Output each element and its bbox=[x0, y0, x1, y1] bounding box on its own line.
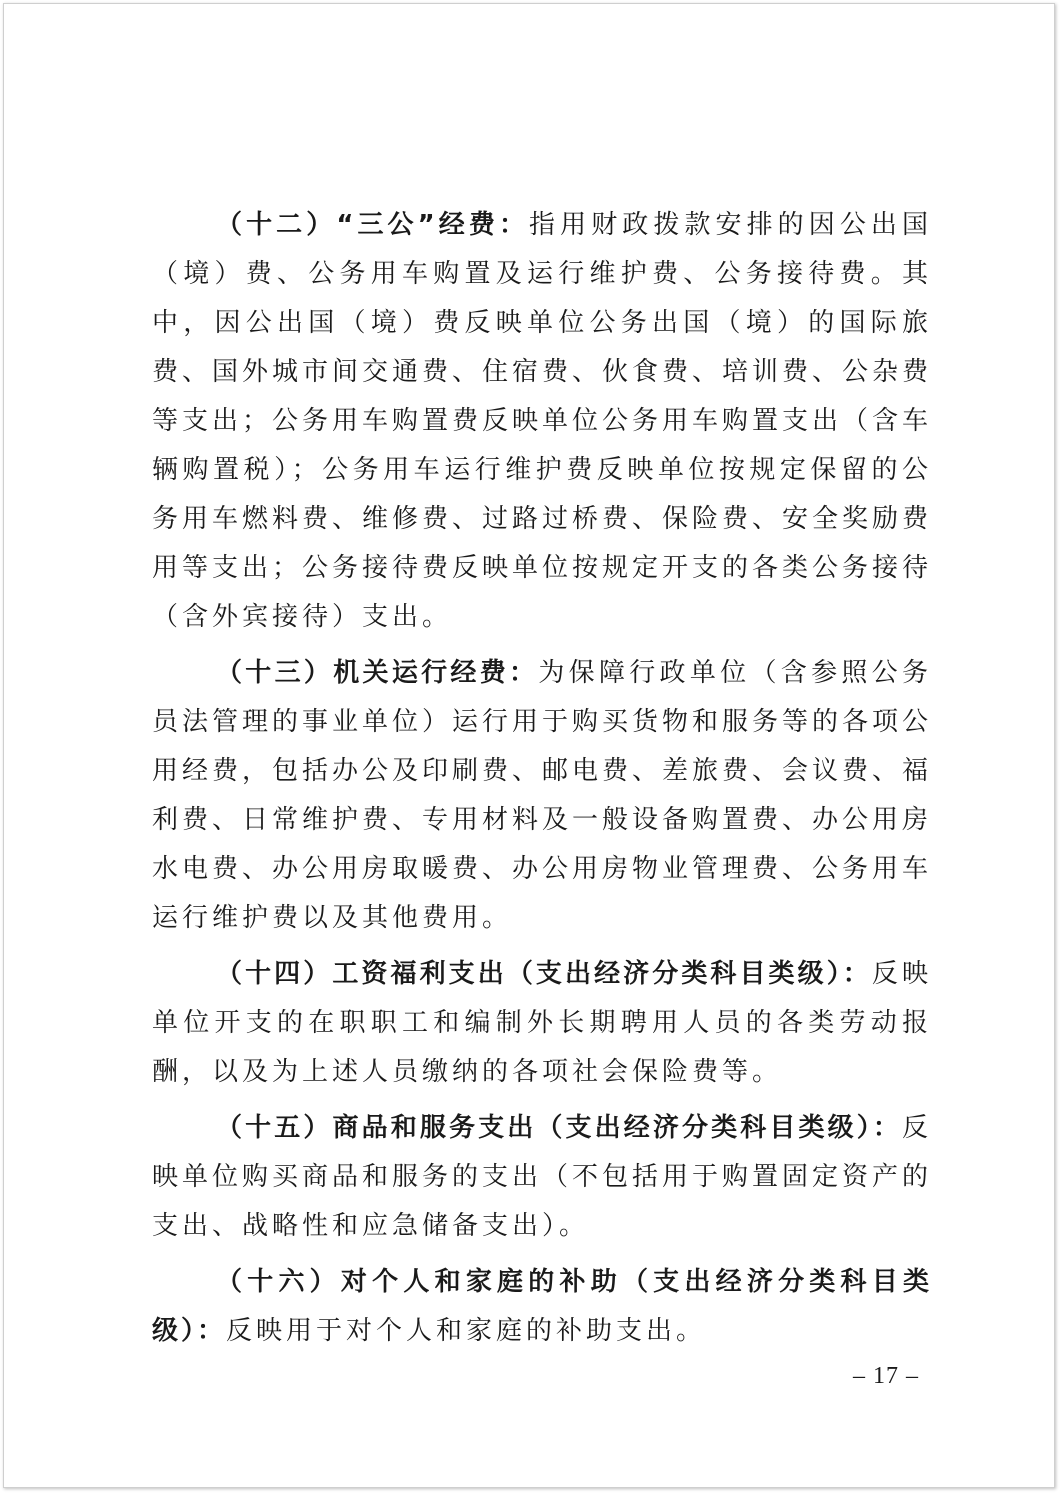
document-body bbox=[152, 201, 932, 1363]
paragraph-text: 为保障行政单位（含参照公务员法管理的事业单位）运行用于购买货物和服务等的各项公用经费，包括办公及印刷费、邮电费、差旅费、会议费、福利费、日常维护费、专用材料及一般设备购置费、办公用房水电费、办公用房取暖费、办公用房物业管理费、公务用车运行维护费以及其他费用。 bbox=[152, 658, 933, 933]
paragraph-heading: （十三）机关运行经费： bbox=[216, 658, 539, 688]
paragraph-heading: （十二）“三公”经费： bbox=[216, 210, 530, 240]
paragraph-wage-welfare-expense bbox=[152, 950, 932, 1097]
page-number: – 17 – bbox=[853, 1363, 919, 1389]
document-page bbox=[3, 3, 1055, 1488]
paragraph-heading: （十六）对个人和家庭的补助（支出经济分类科目类级）： bbox=[152, 1267, 932, 1346]
paragraph-household-subsidy bbox=[152, 1258, 932, 1356]
paragraph-sangong-expense bbox=[152, 201, 932, 642]
paragraph-heading: （十四）工资福利支出（支出经济分类科目类级）： bbox=[216, 959, 872, 989]
paragraph-agency-operating-expense bbox=[152, 649, 932, 943]
paragraph-heading: （十五）商品和服务支出（支出经济分类科目类级）： bbox=[216, 1113, 902, 1143]
paragraph-goods-services-expense bbox=[152, 1104, 932, 1251]
paragraph-text: 指用财政拨款安排的因公出国（境）费、公务用车购置及运行维护费、公务接待费。其中，因公出国（境）费反映单位公务出国（境）的国际旅费、国外城市间交通费、住宿费、伙食费、培训费、公杂费等支出；公务用车购置费反映单位公务用车购置支出（含车辆购置税）；公务用车运行维护费反映单位按规定保留的公务用车燃料费、维修费、过路过桥费、保险费、安全奖励费用等支出；公务接待费反映单位按规定开支的各类公务接待（含外宾接待）支出。 bbox=[152, 210, 933, 632]
paragraph-text: 反映单位购买商品和服务的支出（不包括用于购置固定资产的支出、战略性和应急储备支出）。 bbox=[152, 1113, 933, 1241]
paragraph-text: 反映用于对个人和家庭的补助支出。 bbox=[226, 1316, 707, 1346]
paragraph-text: 反映单位开支的在职职工和编制外长期聘用人员的各类劳动报酬，以及为上述人员缴纳的各项社会保险费等。 bbox=[152, 959, 932, 1087]
